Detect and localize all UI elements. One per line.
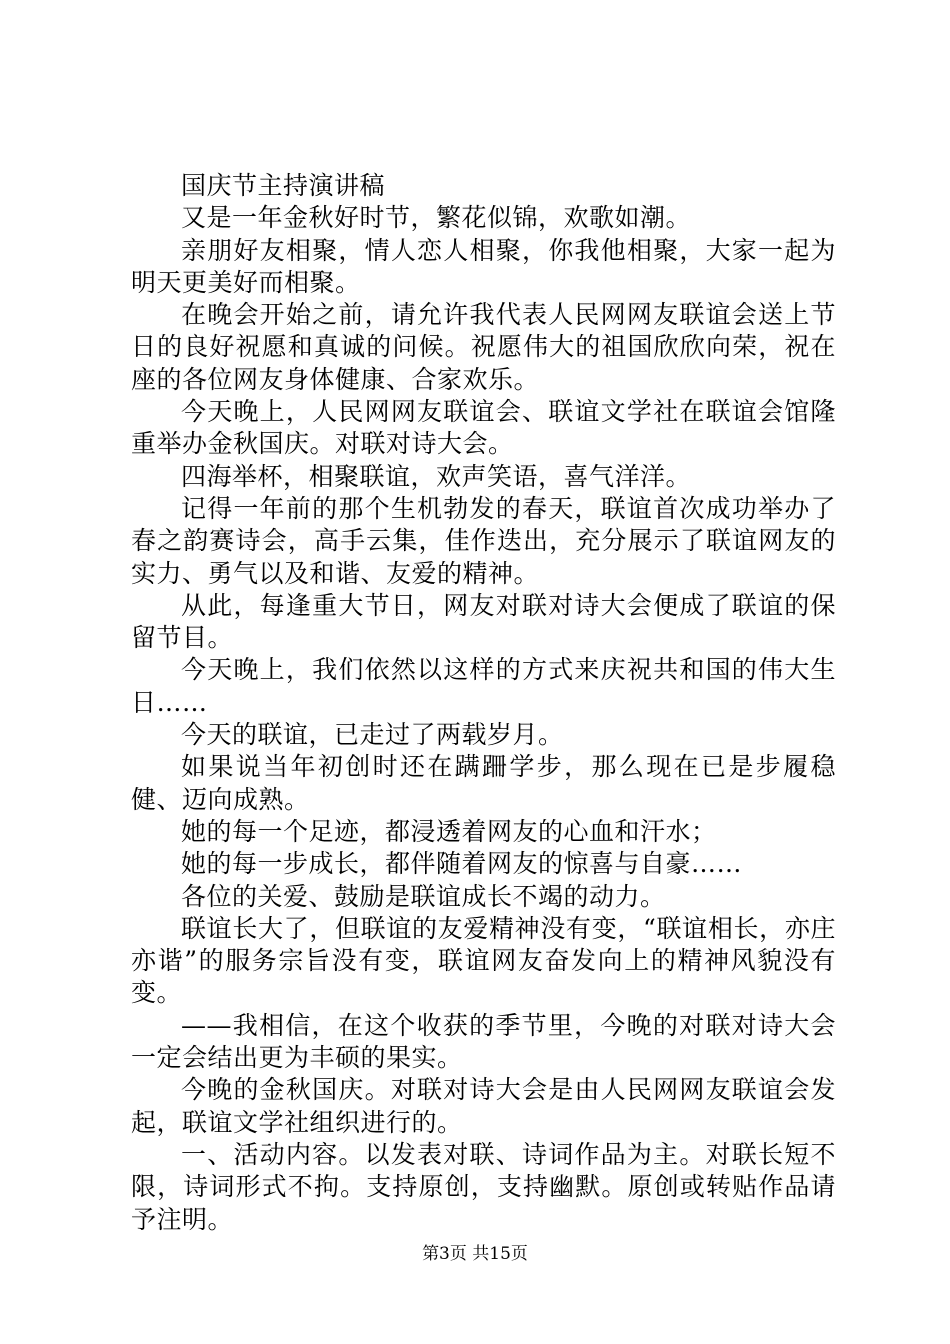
paragraph: 她的每一个足迹，都浸透着网友的心血和汗水； [181,816,717,846]
paragraph: 她的每一步成长，都伴随着网友的惊喜与自豪…… [181,849,743,879]
paragraph: 记得一年前的那个生机勃发的春天，联谊首次成功举办了春之韵赛诗会，高手云集，佳作迭出，充分展示了联谊网友的实力、勇气以及和谐、友爱的精神。 [131,493,836,588]
paragraph: 今天晚上，人民网网友联谊会、联谊文学社在联谊会馆隆重举办金秋国庆。对联对诗大会。 [131,397,836,459]
paragraph: 一、活动内容。以发表对联、诗词作品为主。对联长短不限，诗词形式不拘。支持原创，支持幽默。原创或转贴作品请予注明。 [131,1139,836,1234]
paragraph: 如果说当年初创时还在蹒跚学步，那么现在已是步履稳健、迈向成熟。 [131,752,836,814]
paragraph: ——我相信，在这个收获的季节里，今晚的对联对诗大会一定会结出更为丰硕的果实。 [131,1010,836,1073]
paragraph: 各位的关爱、鼓励是联谊成长不竭的动力。 [181,881,666,911]
paragraph: 又是一年金秋好时节，繁花似锦，欢歌如潮。 [181,203,692,233]
paragraph: 联谊长大了，但联谊的友爱精神没有变，“联谊相长，亦庄亦谐”的服务宗旨没有变，联谊网友奋发向上的精神风貌没有变。 [131,913,836,1008]
paragraph: 四海举杯，相聚联谊，欢声笑语，喜气洋洋。 [181,461,692,491]
document-title: 国庆节主持演讲稿 [181,171,386,200]
document-body [131,170,836,1236]
paragraph: 今天晚上，我们依然以这样的方式来庆祝共和国的伟大生日…… [131,655,836,717]
paragraph: 亲朋好友相聚，情人恋人相聚，你我他相聚，大家一起为明天更美好而相聚。 [131,235,836,297]
paragraph: 从此，每逢重大节日，网友对联对诗大会便成了联谊的保留节目。 [131,590,836,653]
page-number-footer: 第3页 共15页 [422,1244,528,1264]
paragraph: 今晚的金秋国庆。对联对诗大会是由人民网网友联谊会发起，联谊文学社组织进行的。 [131,1075,836,1137]
paragraph: 今天的联谊，已走过了两载岁月。 [181,720,564,750]
paragraph: 在晚会开始之前，请允许我代表人民网网友联谊会送上节日的良好祝愿和真诚的问候。祝愿伟大的祖国欣欣向荣，祝在座的各位网友身体健康、合家欢乐。 [131,300,836,394]
